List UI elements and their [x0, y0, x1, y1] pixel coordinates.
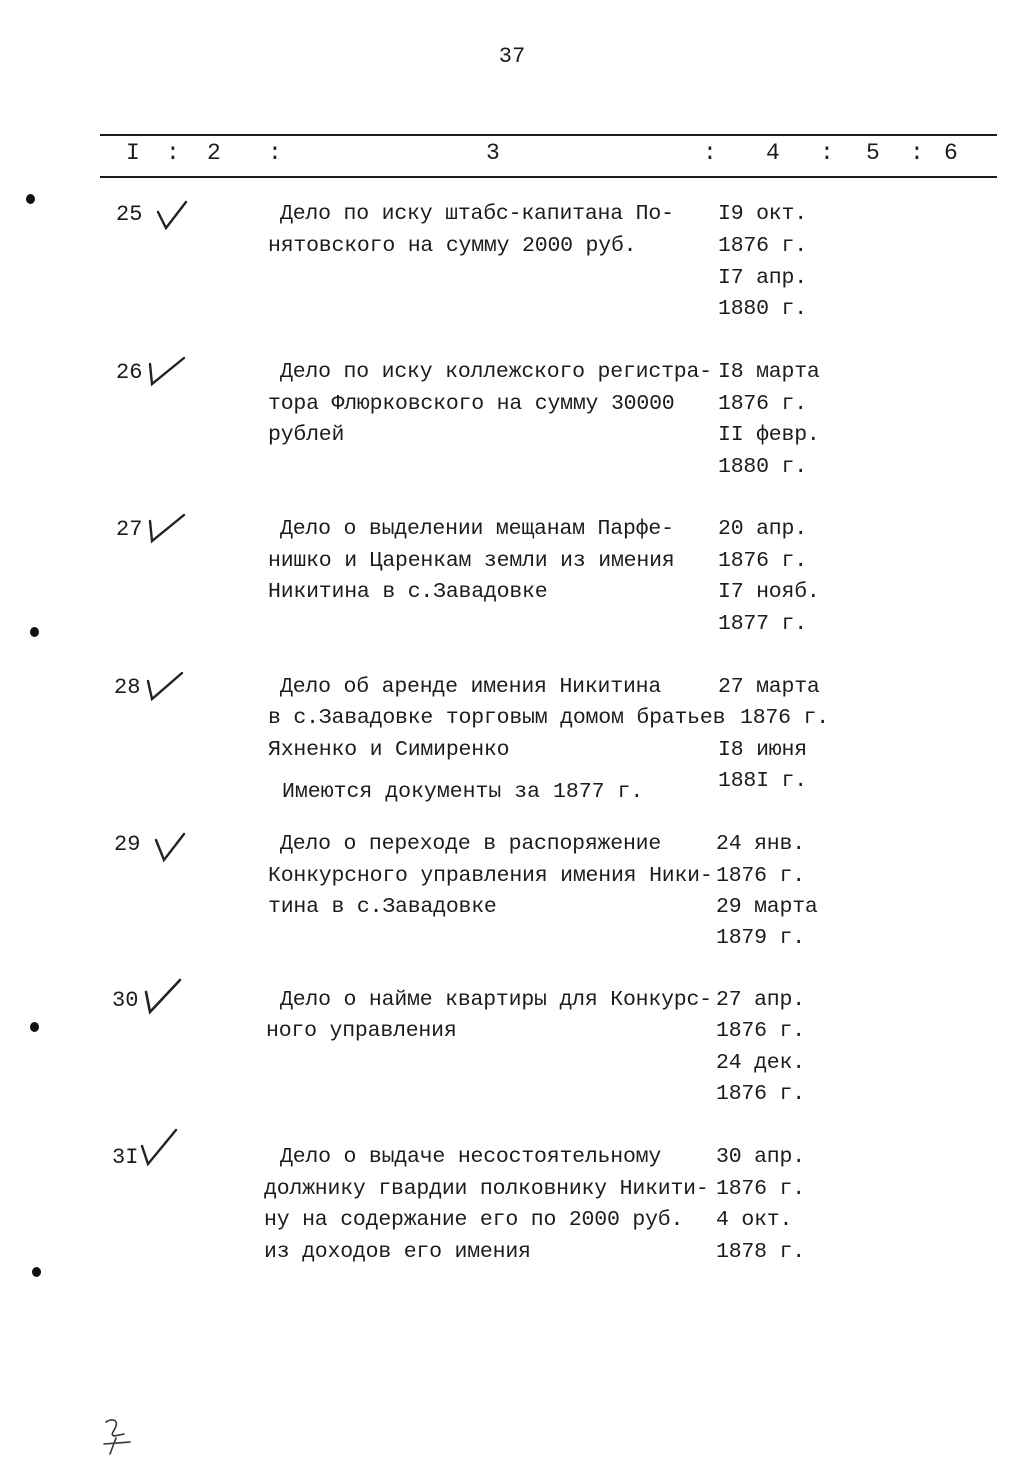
entry-title-line: Никитина в с.Завадовке — [268, 580, 548, 604]
col-separator: : — [268, 140, 282, 166]
entry-note: Имеются документы за 1877 г. — [282, 780, 644, 804]
checkmark-icon — [142, 980, 182, 1014]
checkmark-icon — [146, 511, 186, 545]
entry-number: 28 — [114, 675, 141, 700]
entry-title-line: тина в с.Завадовке — [268, 895, 497, 919]
entry-date: I8 июня — [718, 738, 807, 762]
col-separator: : — [703, 140, 717, 166]
entry-title-line: ну на содержание его по 2000 руб. — [264, 1208, 684, 1232]
entry-date: 1876 г. — [718, 549, 807, 573]
entry-title-line: Дело о выдаче несостоятельному — [280, 1145, 662, 1169]
punch-hole-mark — [32, 1267, 41, 1277]
entry-title-line: из доходов его имения — [264, 1240, 531, 1264]
entry-date: 1876 г. — [716, 1019, 805, 1043]
checkmark-icon — [152, 198, 192, 232]
entry-date: 20 апр. — [718, 517, 807, 541]
entry-date: 1878 г. — [716, 1240, 805, 1264]
entry-date: 1877 г. — [718, 612, 807, 636]
handwritten-mark-icon — [100, 1416, 140, 1456]
col-1-label: I — [126, 140, 140, 166]
checkmark-icon — [144, 669, 184, 703]
entry-date: 30 апр. — [716, 1145, 805, 1169]
entry-title-line: Яхненко и Симиренко — [268, 738, 510, 762]
checkmark-icon — [146, 354, 186, 388]
punch-hole-mark — [26, 194, 35, 204]
entry-title-line: Дело о переходе в распоряжение — [280, 832, 662, 856]
entry-date: I7 нояб. — [718, 580, 820, 604]
entry-number: 3I — [112, 1145, 139, 1170]
entry-date: 1876 г. — [718, 392, 807, 416]
page-number: 37 — [498, 44, 526, 69]
entry-title-line: ного управления — [266, 1019, 457, 1043]
entry-date: 1876 г. — [716, 864, 805, 888]
entry-number: 25 — [116, 202, 143, 227]
entry-date: 1880 г. — [718, 455, 807, 479]
header-bottom-rule — [100, 176, 997, 178]
col-2-label: 2 — [207, 140, 221, 166]
entry-date: 4 окт. — [716, 1208, 793, 1232]
entry-date: I9 окт. — [718, 202, 807, 226]
entry-title-line: нятовского на сумму 2000 руб. — [268, 234, 637, 258]
col-3-label: 3 — [486, 140, 500, 166]
entry-date: 1876 г. — [716, 1177, 805, 1201]
entry-title-line: должнику гвардии полковнику Никити- — [264, 1177, 709, 1201]
col-4-label: 4 — [766, 140, 780, 166]
entry-date: 1876 г. — [718, 234, 807, 258]
entry-date: 1880 г. — [718, 297, 807, 321]
header-top-rule — [100, 134, 997, 136]
col-5-label: 5 — [866, 140, 880, 166]
entry-title-line: Дело по иску штабс-капитана По- — [280, 202, 674, 226]
entry-number: 26 — [116, 360, 143, 385]
entry-title-line: Дело о выделении мещанам Парфе- — [280, 517, 674, 541]
entry-title-line: Дело об аренде имения Никитина — [280, 675, 662, 699]
entry-title-line: Дело о найме квартиры для Конкурс- — [280, 988, 712, 1012]
entry-title-line: Дело по иску коллежского регистра- — [280, 360, 712, 384]
entry-date: I7 апр. — [718, 266, 807, 290]
entry-title-line: нишко и Царенкам земли из имения — [268, 549, 675, 573]
entry-number: 27 — [116, 517, 143, 542]
entry-date: 1876 г. — [740, 706, 829, 730]
entry-title-line: рублей — [268, 423, 345, 447]
entry-date: 24 дек. — [716, 1051, 805, 1075]
col-6-label: 6 — [944, 140, 958, 166]
punch-hole-mark — [30, 627, 39, 637]
entry-date: 27 апр. — [716, 988, 805, 1012]
entry-title-line: Конкурсного управления имения Ники- — [268, 864, 713, 888]
entry-date: I8 марта — [718, 360, 820, 384]
entry-date: 27 марта — [718, 675, 820, 699]
entry-date: II февр. — [718, 423, 820, 447]
entry-number: 29 — [114, 832, 141, 857]
col-separator: : — [910, 140, 924, 166]
entry-number: 30 — [112, 988, 139, 1013]
checkmark-icon — [140, 1130, 180, 1164]
col-separator: : — [820, 140, 834, 166]
entry-title-line: в с.Завадовке торговым домом братьев — [268, 706, 726, 730]
punch-hole-mark — [30, 1022, 39, 1032]
col-separator: : — [166, 140, 180, 166]
entry-title-line: тора Флюрковского на сумму 30000 — [268, 392, 675, 416]
entry-date: 1879 г. — [716, 926, 805, 950]
entry-date: 188I г. — [718, 769, 807, 793]
entry-date: 29 марта — [716, 895, 818, 919]
entry-date: 1876 г. — [716, 1082, 805, 1106]
checkmark-icon — [152, 830, 192, 864]
entry-date: 24 янв. — [716, 832, 805, 856]
